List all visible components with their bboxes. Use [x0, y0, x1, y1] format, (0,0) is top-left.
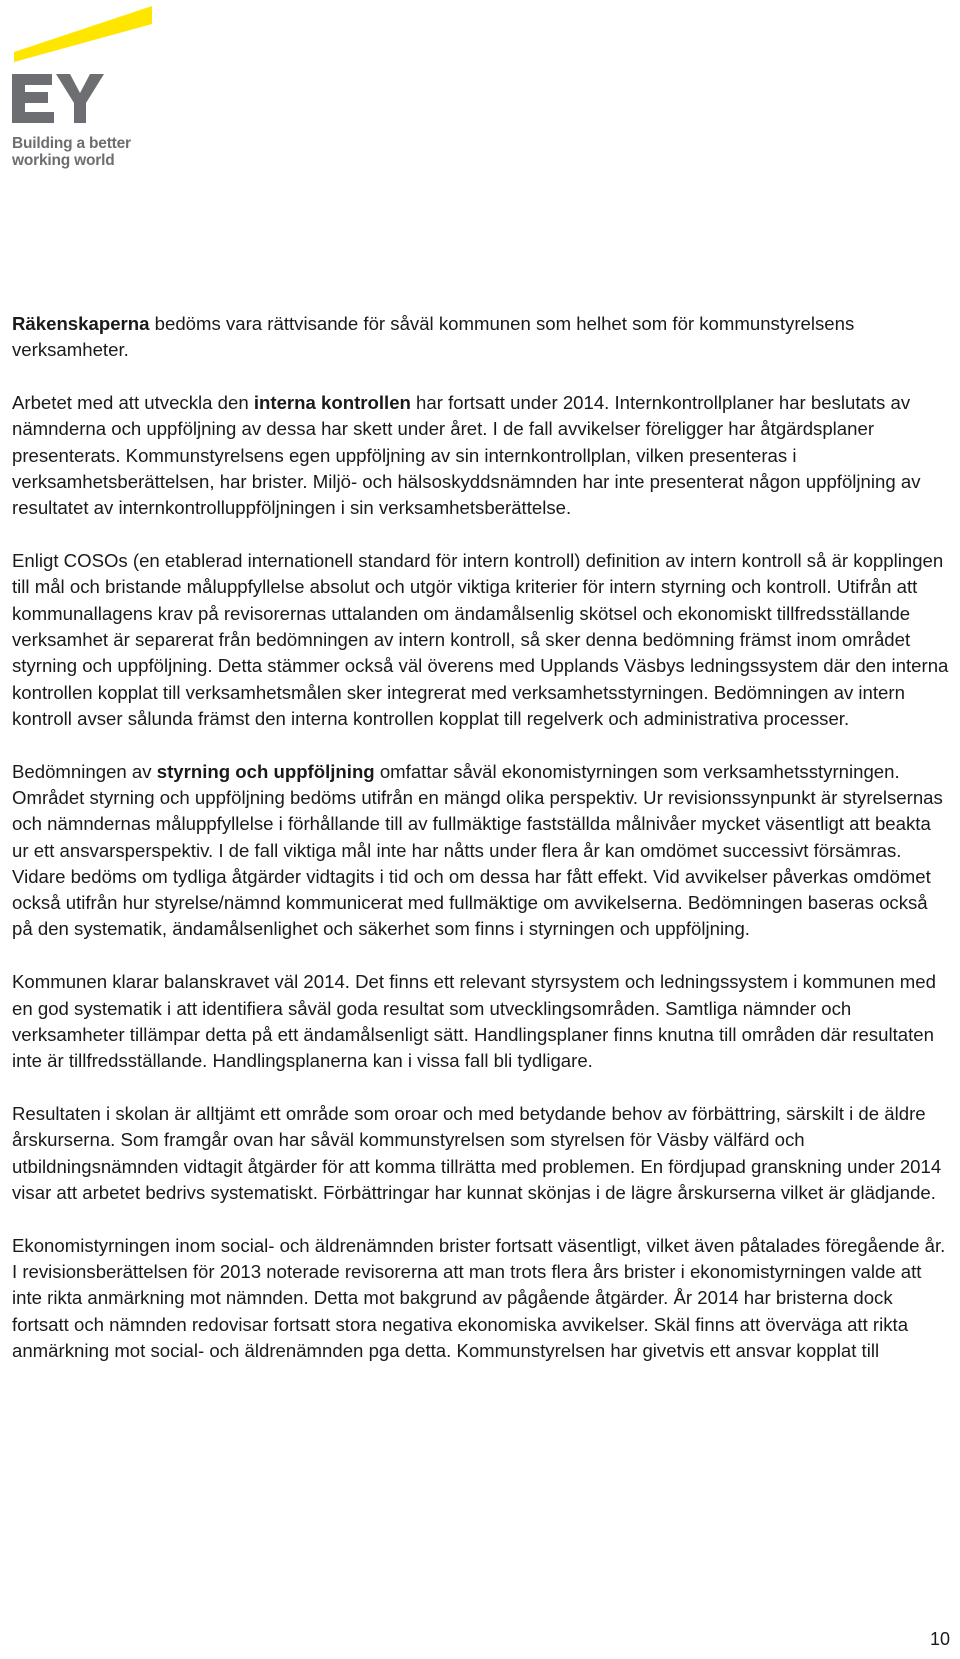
- document-body: [12, 311, 952, 1391]
- paragraph-accounts: [12, 311, 952, 364]
- text-span: har fortsatt under 2014. Internkontrollplaner har beslutats av nämnderna och uppföljning av dessa har skett under året. I de fall avvikelser föreligger har åtgärdsplaner presenterats. Kommunstyrelsens egen uppföljning av sin internkontrollplan, vilken presenteras i verksamhetsberättelsen, har brister. Miljö- och hälsoskyddsnämnden har inte presenterat någon uppföljning av resultatet av internkontrolluppföljningen i sin verksamhetsberättelse.: [12, 392, 921, 519]
- text-span: omfattar såväl ekonomistyrningen som verksamhetsstyrningen. Området styrning och uppföljning bedöms utifrån en mängd olika perspektiv. Ur revisionssynpunkt är styrelsernas och nämndernas måluppfyllelse i förhållande till av fullmäktige fastställda målnivåer mycket väsentligt att beakta ur ett ansvarsperspektiv. I de fall viktiga mål inte har nåtts under flera år kan omdömet successivt försämras. Vidare bedöms om tydliga åtgärder vidtagits i tid och om dessa har fått effekt. Vid avvikelser påverkas omdömet också utifrån hur styrelse/nämnd kommunicerat med fullmäktige om avvikelserna. Bedömningen baseras också på den systematik, ändamålsenlighet och säkerhet som finns i styrningen och uppföljning.: [12, 760, 943, 940]
- bold-term: styrning och uppföljning: [156, 760, 375, 782]
- page-number: 10: [929, 1629, 950, 1649]
- ey-yellow-beam: [14, 6, 152, 62]
- paragraph-balance: [12, 969, 952, 1074]
- ey-letter-y: [56, 74, 104, 123]
- bold-term: Räkenskaperna: [12, 313, 150, 334]
- text-span: Resultaten i skolan är alltjämt ett område som oroar och med betydande behov av förbättring, särskilt i de äldre årskurserna. Som framgår ovan har såväl kommunstyrelsen som styrelsen för Väsby välfärd och utbildningsnämnden vidtagit åtgärder för att komma tillrätta med problemen. En fördjupad granskning under 2014 visar att arbetet bedrivs systematiskt. Förbättringar har kunnat skönjas i de lägre årskurserna vilket är glädjande.: [12, 1102, 942, 1203]
- text-span: Bedömningen av: [12, 760, 157, 782]
- paragraph-school: [12, 1101, 952, 1206]
- ey-tagline: [12, 135, 162, 169]
- paragraph-coso: [12, 548, 952, 732]
- text-span: Kommunen klarar balanskravet väl 2014. Det finns ett relevant styrsystem och ledningssystem i kommunen med en god systematik i att identifiera såväl goda resultat som utvecklingsområden. Samtliga nämnder och verksamheter tillämpar detta på ett ändamålsenligt sätt. Handlingsplaner finns knutna till områden där resultaten inte är tillfredsställande. Handlingsplanerna kan i vissa fall bli tydligare.: [12, 971, 936, 1072]
- ey-tagline-line1: Building a better: [12, 135, 131, 152]
- paragraph-economic-control: [12, 1233, 952, 1364]
- bold-term: interna kontrollen: [253, 392, 411, 414]
- ey-logo: [12, 4, 162, 174]
- ey-logo-mark: [12, 4, 162, 134]
- paragraph-internal-control: [12, 390, 952, 521]
- text-span: Enligt COSOs (en etablerad internationell standard för intern kontroll) definition av intern kontroll så är kopplingen till mål och bristande måluppfyllelse absolut och utgör viktiga kriterier för intern styrning och kontroll. Utifrån att kommunallagens krav på revisorernas uttalanden om ändamålsenlig skötsel och ekonomiskt tillfredsställande verksamhet är separerat från bedömningen av intern kontroll, så sker denna bedömning främst inom området styrning och uppföljning. Detta stämmer också väl överens med Upplands Väsbys ledningssystem där den interna kontrollen kopplat till verksamhetsmålen sker integrerat med verksamhetsstyrningen. Bedömningen av intern kontroll avser sålunda främst den interna kontrollen kopplat till regelverk och administrativa processer.: [12, 550, 949, 729]
- ey-tagline-line2: working world: [12, 152, 115, 169]
- paragraph-governance: [12, 759, 952, 943]
- text-span: bedöms vara rättvisande för såväl kommunen som helhet som för kommunstyrelsens verksamheter.: [12, 313, 855, 361]
- ey-letter-e: [12, 74, 54, 123]
- text-span: Ekonomistyrningen inom social- och äldrenämnden brister fortsatt väsentligt, vilket även påtalades föregående år. I revisionsberättelsen för 2013 noterade revisorerna att man trots flera års brister i ekonomistyrningen valde att inte rikta anmärkning mot nämnden. Detta mot bakgrund av pågående åtgärder. År 2014 har bristerna dock fortsatt och nämnden redovisar fortsatt stora negativa ekonomiska avvikelser. Skäl finns att överväga att rikta anmärkning mot social- och äldrenämnden pga detta. Kommunstyrelsen har givetvis ett ansvar kopplat till: [12, 1234, 946, 1361]
- text-span: Arbetet med att utveckla den: [12, 392, 254, 414]
